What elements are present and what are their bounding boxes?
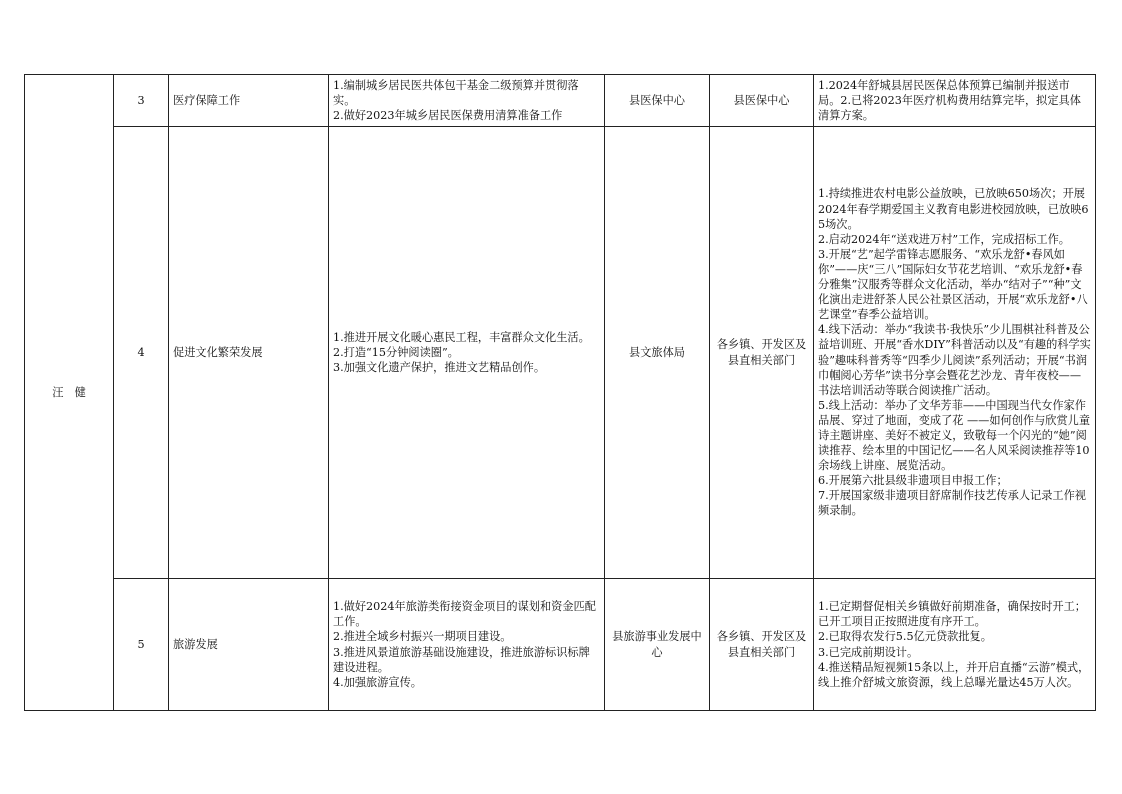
task-item: 2.打造“15分钟阅读圈”。	[333, 345, 459, 359]
work-table	[24, 74, 1096, 711]
table-row	[25, 127, 1096, 579]
table-row	[25, 75, 1096, 127]
task-item: 1.做好2024年旅游类衔接资金项目的谋划和资金匹配工作。	[333, 600, 596, 629]
progress-item: 7.开展国家级非遗项目舒席制作技艺传承人记录工作视频录制。	[818, 489, 1086, 518]
progress-content	[814, 75, 1096, 127]
responsible-unit: 各乡镇、开发区及县直相关部门	[710, 127, 814, 579]
task-item: 3.加强文化遗产保护，推进文艺精品创作。	[333, 361, 546, 375]
task-item: 2.做好2023年城乡居民医保费用清算准备工作	[333, 109, 563, 123]
task-name: 医疗保障工作	[169, 75, 329, 127]
task-content	[329, 579, 605, 711]
row-number: 3	[114, 75, 169, 127]
progress-item: 2.启动2024年“送戏进万村”工作，完成招标工作。	[818, 232, 1070, 246]
task-item: 4.加强旅游宣传。	[333, 675, 422, 689]
responsible-unit: 县医保中心	[710, 75, 814, 127]
progress-item: 2.已取得农发行5.5亿元贷款批复。	[818, 630, 992, 644]
task-item: 1.推进开展文化暖心惠民工程，丰富群众文化生活。	[333, 330, 590, 344]
progress-item: 1.2024年舒城县居民医保总体预算已编制并报送市局。2.已将2023年医疗机构费用结算完毕，拟定具体清算方案。	[818, 78, 1081, 123]
progress-item: 1.持续推进农村电影公益放映，已放映650场次；开展2024年春学期爱国主义教育电影进校园放映，已放映65场次。	[818, 187, 1089, 231]
task-name: 旅游发展	[169, 579, 329, 711]
row-number: 5	[114, 579, 169, 711]
progress-item: 5.线上活动：举办了文华芳菲——中国现当代女作家作品展、穿过了地面，变成了花 ——如何创作与欣赏儿童诗主题讲座、美好不被定义，致敬每一个闪光的“她”阅读推荐、绘本里的中国记忆——名人风采阅读推荐等10余场线上讲座、展览活动。	[818, 398, 1091, 473]
task-content	[329, 75, 605, 127]
progress-item: 6.开展第六批县级非遗项目申报工作；	[818, 474, 1008, 488]
owner-cell: 汪 健	[25, 75, 114, 711]
progress-item: 3.开展“艺”起学雷锋志愿服务、“欢乐龙舒•春风如你”——庆“三八”国际妇女节花艺培训、“欢乐龙舒•春分雅集”汉服秀等群众文化活动，举办“结对子”“种”文化演出走进舒茶人民公社景区活动，开展“欢乐龙舒•八艺课堂”春季公益培训。	[818, 247, 1088, 322]
lead-unit: 县文旅体局	[605, 127, 710, 579]
row-number: 4	[114, 127, 169, 579]
progress-item: 4.线下活动：举办“我读书·我快乐”少儿围棋社科普及公益培训班、开展“香水DIY”科普活动以及“有趣的科学实验”趣味科普秀等“四季少儿阅读”系列活动；开展“书润巾帼阅心芳华”读书分享会暨花艺沙龙、青年夜校——书法培训活动等联合阅读推广活动。	[818, 323, 1091, 397]
task-item: 3.推进风景道旅游基础设施建设，推进旅游标识标牌建设进程。	[333, 645, 590, 674]
progress-content	[814, 579, 1096, 711]
task-name: 促进文化繁荣发展	[169, 127, 329, 579]
progress-item: 3.已完成前期设计。	[818, 645, 919, 659]
table-row	[25, 579, 1096, 711]
responsible-unit: 各乡镇、开发区及县直相关部门	[710, 579, 814, 711]
task-item: 1.编制城乡居民医共体包干基金二级预算并贯彻落实。	[333, 78, 579, 107]
lead-unit: 县医保中心	[605, 75, 710, 127]
progress-content	[814, 127, 1096, 579]
task-content	[329, 127, 605, 579]
progress-item: 1.已定期督促相关乡镇做好前期准备，确保按时开工；已开工项目正按照进度有序开工。	[818, 600, 1086, 629]
progress-item: 4.推送精品短视频15条以上，并开启直播“云游”模式，线上推介舒城文旅资源，线上总曝光量达45万人次。	[818, 660, 1090, 689]
lead-unit: 县旅游事业发展中心	[605, 579, 710, 711]
task-item: 2.推进全域乡村振兴一期项目建设。	[333, 630, 512, 644]
